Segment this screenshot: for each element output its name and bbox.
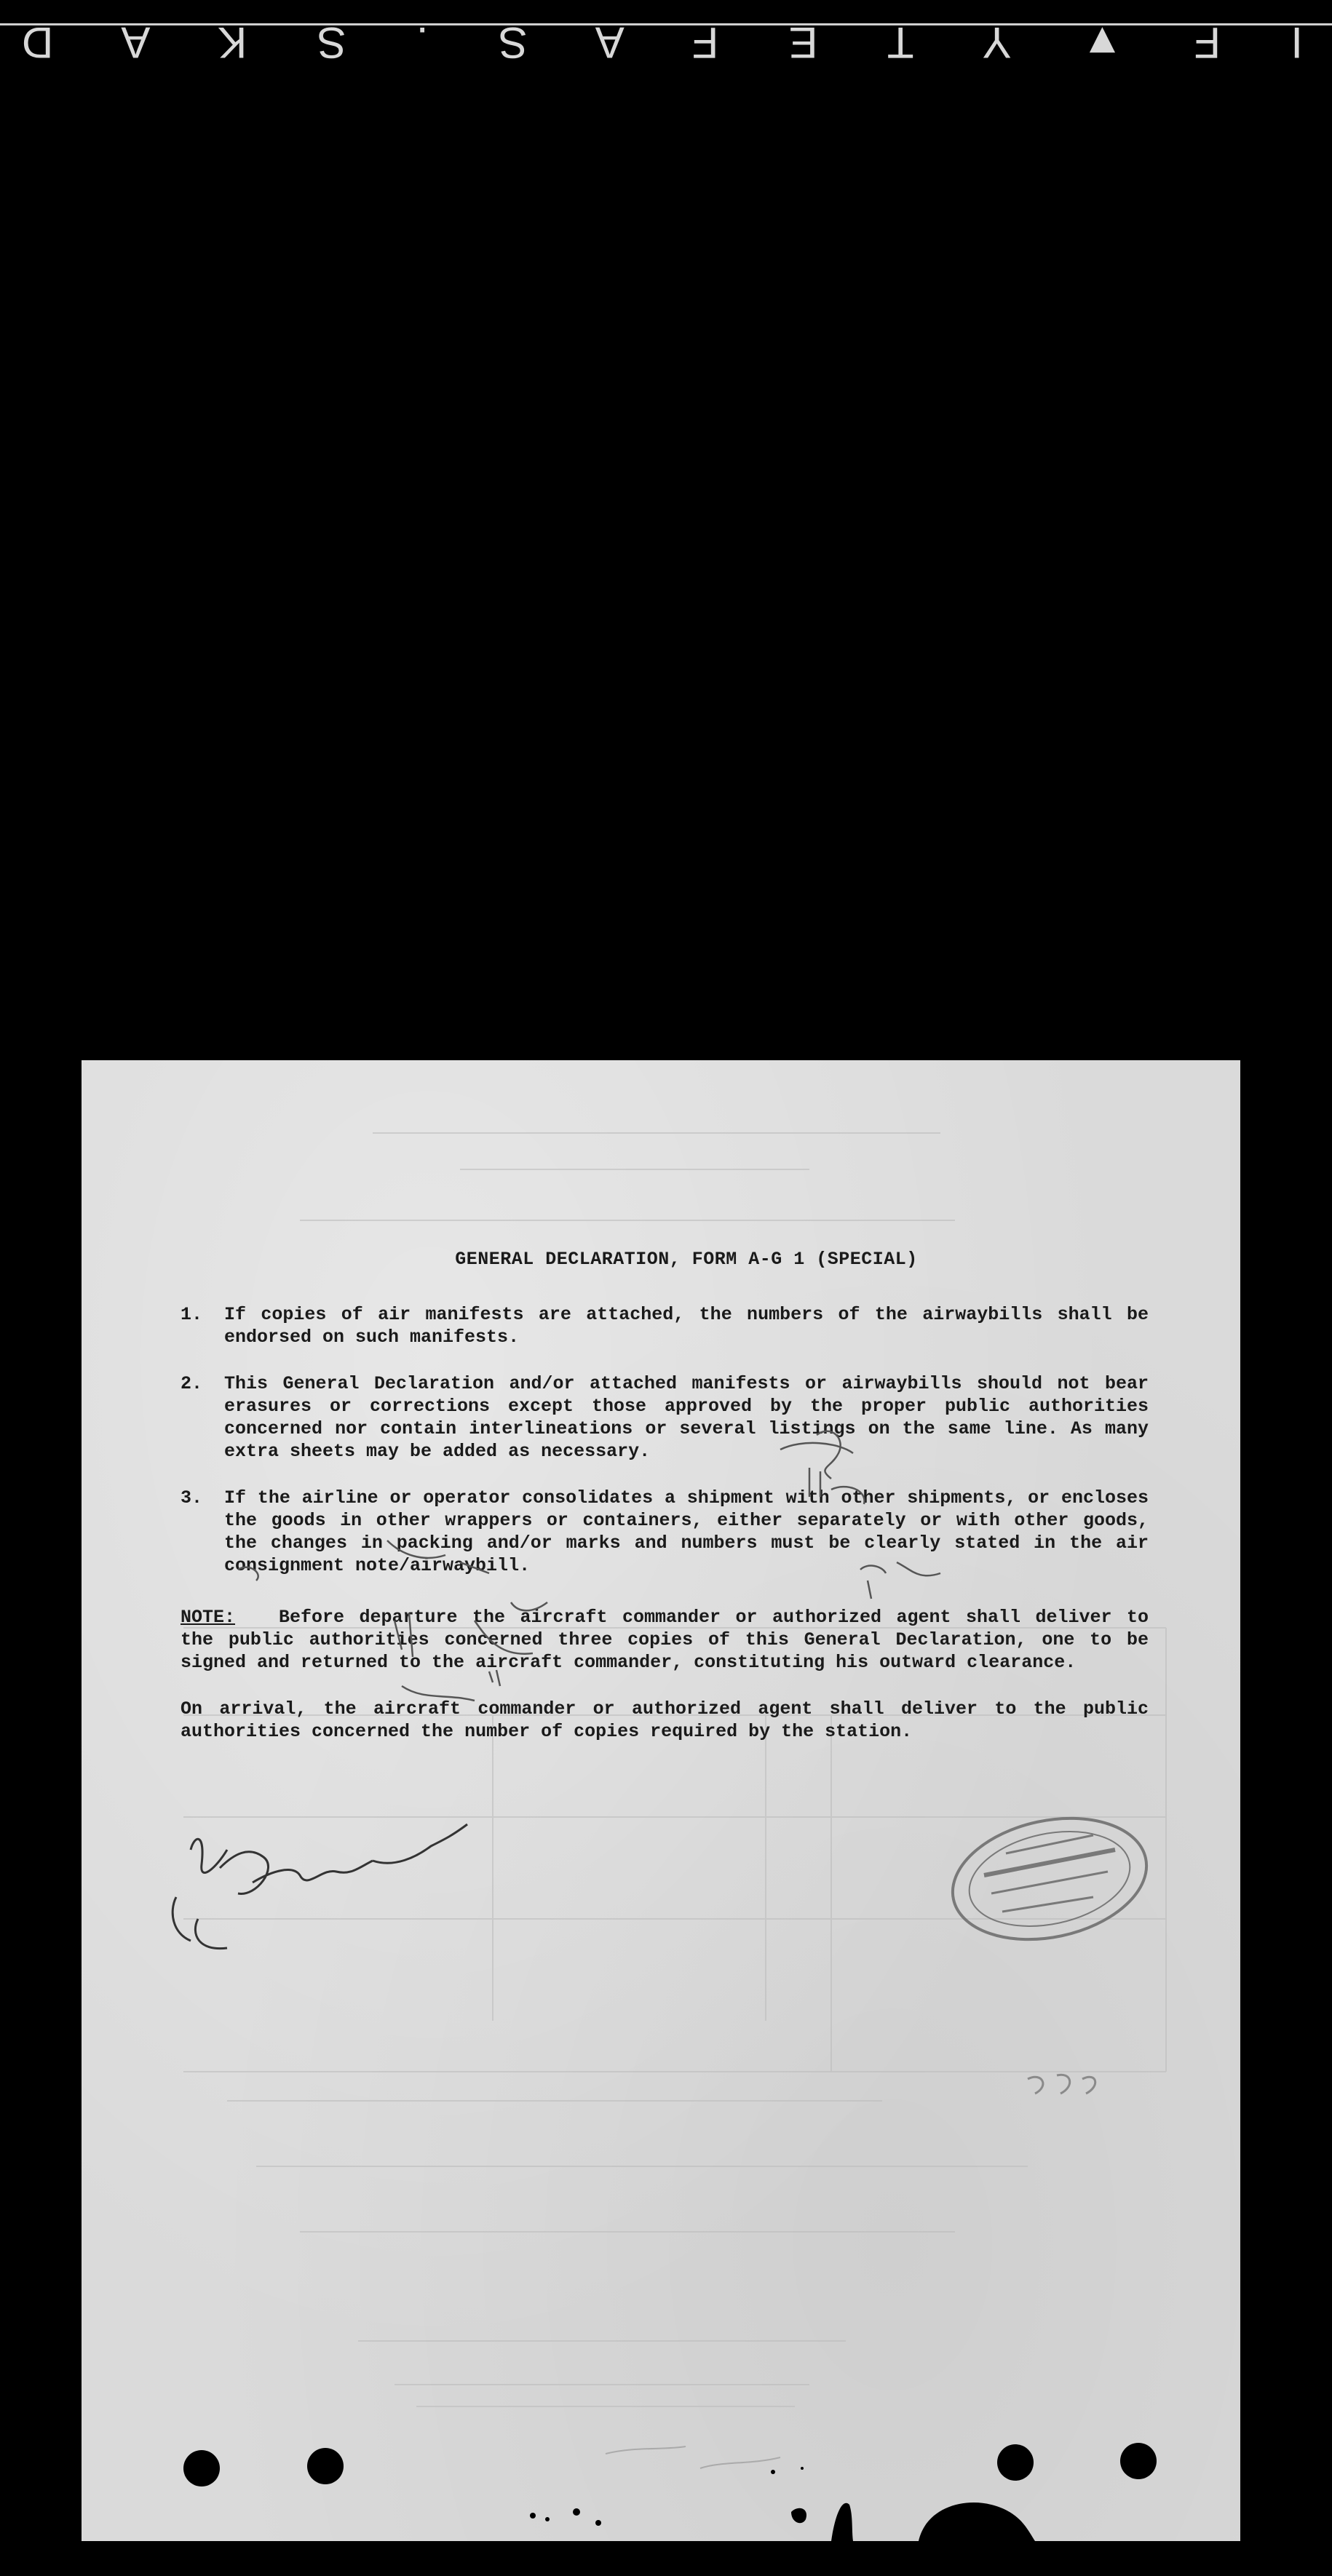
list-item-number: 1.	[181, 1304, 203, 1325]
list-item-text: If copies of air manifests are attached, the numbers of the airwaybills shall be endorsed on such manifests.	[224, 1304, 1149, 1348]
list-item-text: If the airline or operator consolidates a shipment with other shipments, or encloses the goods in other wrappers or containers, either separately or with other goods, the changes in packing and/or marks and numbers must be clearly stated in the air consignment note/airwaybill.	[224, 1487, 1149, 1576]
page-title: GENERAL DECLARATION, FORM A-G 1 (SPECIAL)	[455, 1249, 918, 1270]
declaration-text	[181, 1248, 1149, 1743]
list-item	[181, 1303, 1149, 1348]
film-edge-text: I F ▼ Y T E F A S . S K A D	[22, 18, 1303, 67]
film-edge-print-svg	[0, 7, 1332, 73]
note-paragraph	[181, 1606, 1149, 1674]
list-item-number: 2.	[181, 1373, 203, 1394]
arrival-paragraph: On arrival, the aircraft commander or authorized agent shall deliver to the public authorities concerned the number of copies required by the station.	[181, 1698, 1149, 1742]
film-edge-print	[0, 7, 1332, 73]
list-item	[181, 1372, 1149, 1463]
list-item	[181, 1487, 1149, 1577]
list-item-number: 3.	[181, 1487, 203, 1508]
note-text: Before departure the aircraft commander or authorized agent shall deliver to the public authorities concerned three copies of this General Declaration, one to be signed and returned to the aircraft commander, constituting his outward clearance.	[181, 1607, 1149, 1673]
document-sheet	[82, 1060, 1240, 2541]
note-label: NOTE:	[181, 1607, 236, 1628]
list-item-text: This General Declaration and/or attached manifests or airwaybills should not bear erasures or corrections except those approved by the proper public authorities concerned nor contain interlineations or several listings on the same line. As many extra sheets may be added as necessary.	[224, 1373, 1149, 1462]
